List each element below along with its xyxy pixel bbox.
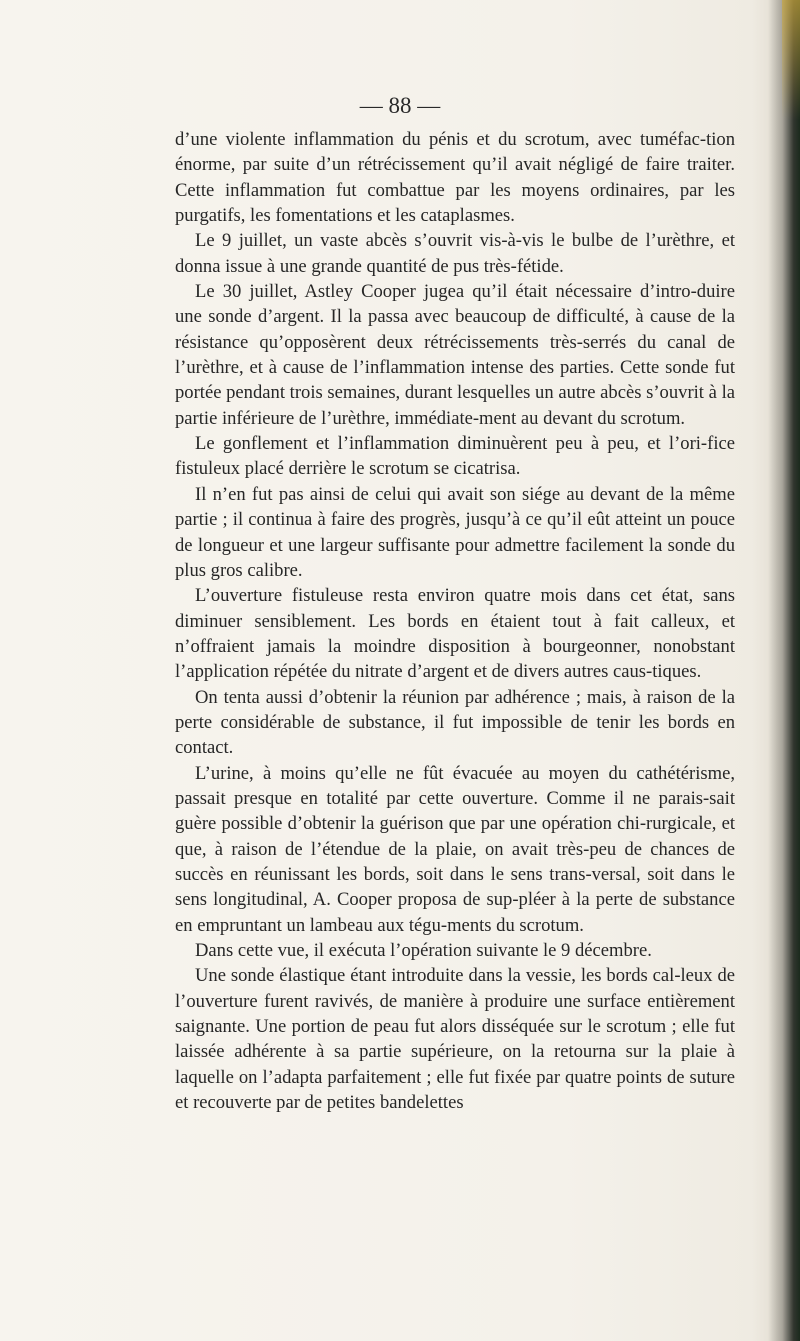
paragraph-6: L’ouverture fistuleuse resta environ quatre mois dans cet état, sans diminuer sensiblement. Les bords en étaient tout à fait calleux, et n’offraient jamais la moindre disposition à bourgeonner, nonobstant l’application répétée du nitrate d’argent et de divers autres caus-tiques.: [175, 585, 735, 683]
body-text: [175, 127, 735, 1115]
paragraph-10: Une sonde élastique étant introduite dans la vessie, les bords cal-leux de l’ouverture furent ravivés, de manière à produire une surface entièrement saignante. Une portion de peau fut alors disséquée sur le scrotum ; elle fut laissée adhérente à sa partie supérieure, on la retourna sur la plaie à laquelle on l’adapta parfaitement ; elle fut fixée par quatre points de suture et recouverte par de petites bandelettes: [175, 965, 735, 1114]
page-number: — 88 —: [359, 93, 441, 118]
paragraph-1: d’une violente inflammation du pénis et du scrotum, avec tuméfac-tion énorme, par suite d’un rétrécissement qu’il avait négligé de faire traiter. Cette inflammation fut combattue par les moyens ordinaires, par les purgatifs, les fomentations et les cataplasmes.: [175, 129, 735, 227]
paragraph-7: On tenta aussi d’obtenir la réunion par adhérence ; mais, à raison de la perte considérable de substance, il fut impossible de tenir les bords en contact.: [175, 686, 735, 759]
paragraph-5: Il n’en fut pas ainsi de celui qui avait son siége au devant de la même partie ; il continua à faire des progrès, jusqu’à ce qu’il eût atteint un pouce de longueur et une largeur suffisante pour admettre facilement la sonde du plus gros calibre.: [175, 483, 735, 581]
paragraph-4: Le gonflement et l’inflammation diminuèrent peu à peu, et l’ori-fice fistuleux placé derrière le scrotum se cicatrisa.: [175, 433, 735, 480]
page-edge-shadow: [768, 0, 800, 1341]
paragraph-8: L’urine, à moins qu’elle ne fût évacuée au moyen du cathétérisme, passait presque en totalité par cette ouverture. Comme il ne parais-sait guère possible d’obtenir la guérison que par une opération chi-rurgicale, et que, à raison de l’étendue de la plaie, on avait très-peu de chances de succès en réunissant les bords, soit dans le sens trans-versal, soit dans le sens longitudinal, A. Cooper proposa de sup-pléer à la perte de substance en empruntant un lambeau aux tégu-ments du scrotum.: [175, 762, 735, 936]
paragraph-2: Le 9 juillet, un vaste abcès s’ouvrit vis-à-vis le bulbe de l’urèthre, et donna issue à une grande quantité de pus très-fétide.: [175, 230, 735, 277]
paragraph-3: Le 30 juillet, Astley Cooper jugea qu’il était nécessaire d’intro-duire une sonde d’argent. Il la passa avec beaucoup de difficulté, à cause de la résistance qu’opposèrent deux rétrécissements très-serrés du canal de l’urèthre, et à cause de l’inflammation intense des parties. Cette sonde fut portée pendant trois semaines, durant lesquelles un autre abcès s’ouvrit à la partie inférieure de l’urèthre, immédiate-ment au devant du scrotum.: [175, 281, 735, 429]
paragraph-9: Dans cette vue, il exécuta l’opération suivante le 9 décembre.: [195, 940, 652, 961]
